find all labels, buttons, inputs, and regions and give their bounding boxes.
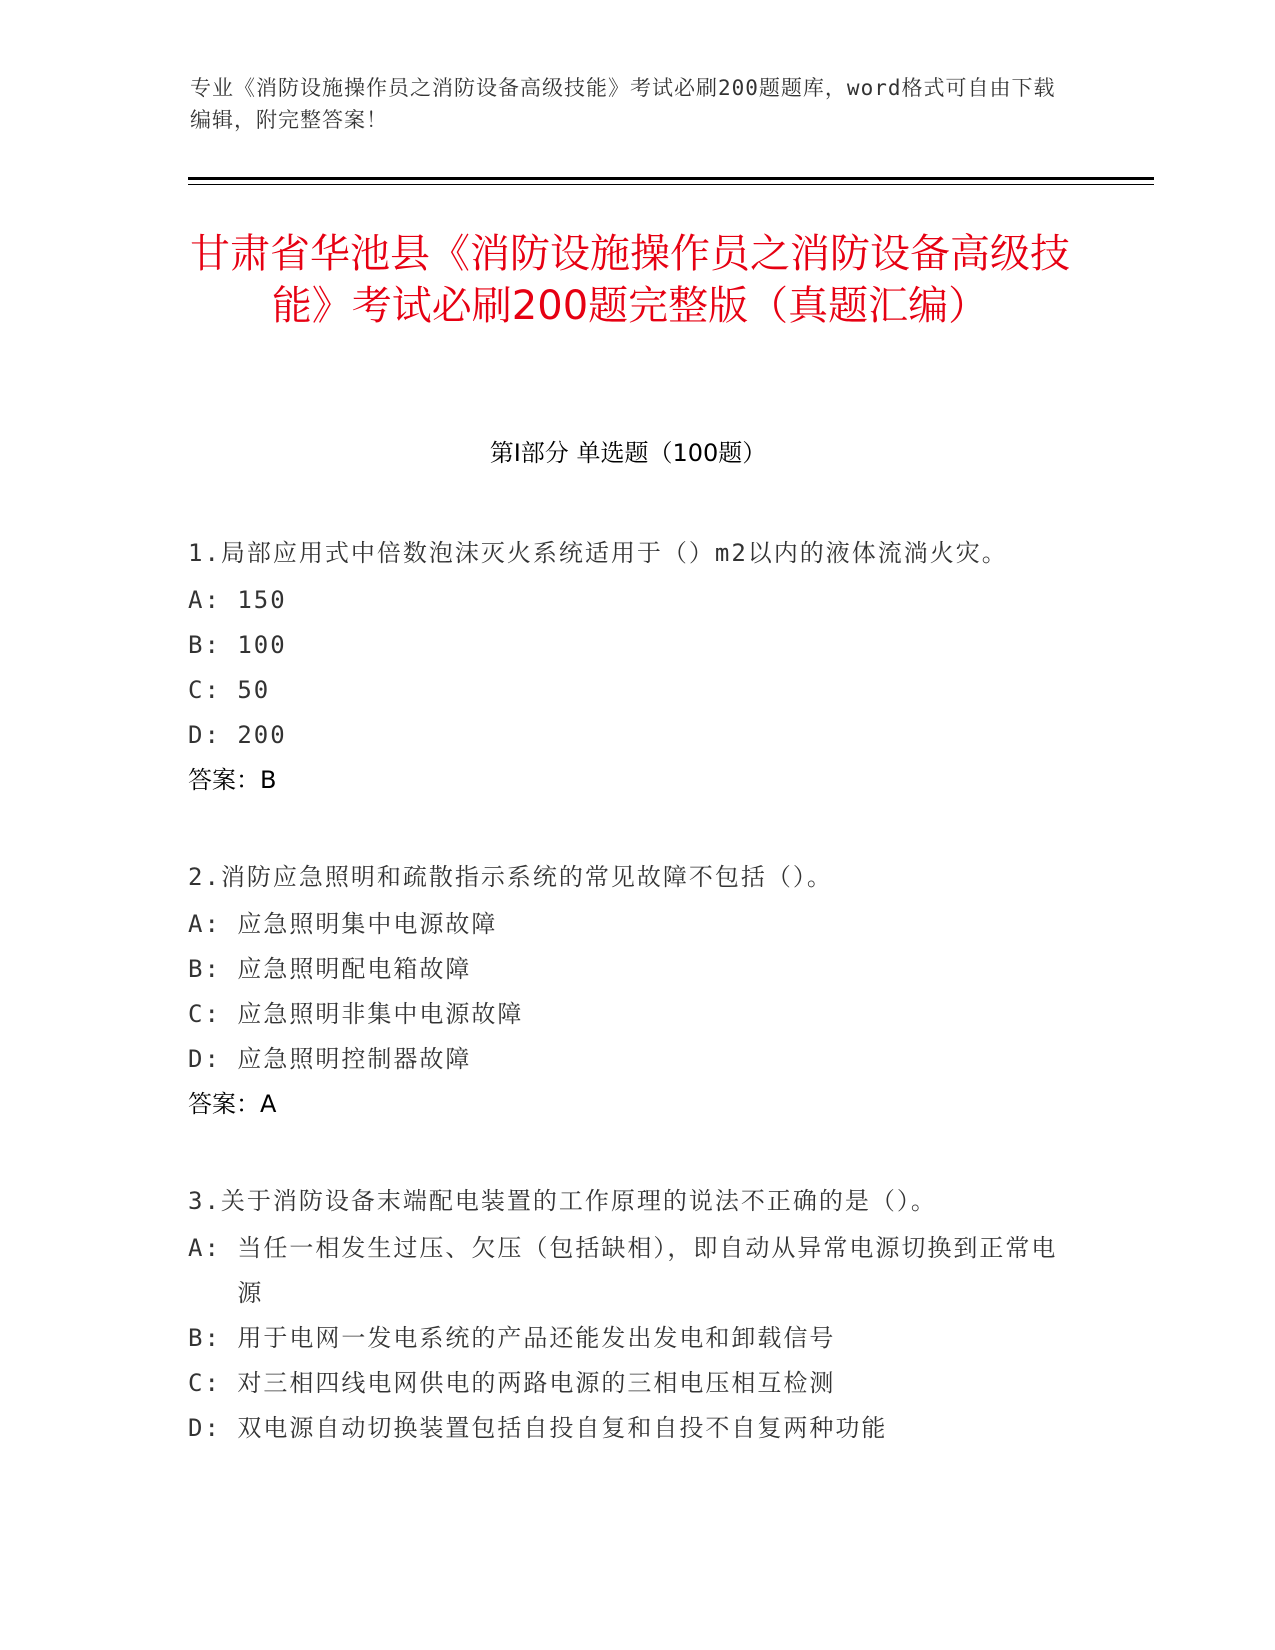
option-text: 50 (237, 676, 271, 704)
section-title: 第I部分 单选题（100题） (489, 439, 767, 467)
document-title: 甘肃省华池县《消防设施操作员之消防设备高级技能》考试必刷200题完整版（真题汇编） (190, 231, 1070, 329)
question-list (188, 528, 1068, 1500)
option-letter: A: (188, 910, 221, 938)
option-a (188, 578, 1068, 623)
option-text: 应急照明集中电源故障 (237, 910, 498, 938)
header-rule-thin (188, 184, 1154, 185)
option-text: 对三相四线电网供电的两路电源的三相电压相互检测 (237, 1369, 836, 1397)
option-letter: D: (188, 1045, 221, 1073)
option-letter: C: (188, 1000, 221, 1028)
option-letter: C: (188, 676, 221, 704)
option-text: 应急照明控制器故障 (237, 1045, 472, 1073)
option-a (188, 1226, 1068, 1316)
option-text: 应急照明配电箱故障 (237, 955, 472, 983)
option-c (188, 668, 1068, 713)
question-item (188, 852, 1068, 1127)
question-stem: 2.消防应急照明和疏散指示系统的常见故障不包括（）。 (188, 863, 833, 891)
option-text: 用于电网一发电系统的产品还能发出发电和卸载信号 (237, 1324, 836, 1352)
question-stem: 3.关于消防设备末端配电装置的工作原理的说法不正确的是（）。 (188, 1187, 937, 1215)
option-c (188, 1361, 1068, 1406)
answer-line: 答案：B (188, 766, 277, 794)
option-b (188, 1316, 1068, 1361)
option-text: 150 (237, 586, 287, 614)
header-note: 专业《消防设施操作员之消防设备高级技能》考试必刷200题题库，word格式可自由下载编辑，附完整答案！ (190, 76, 1056, 132)
option-d (188, 1406, 1068, 1451)
option-b (188, 623, 1068, 668)
question-item (188, 528, 1068, 803)
question-item (188, 1176, 1068, 1451)
option-c (188, 992, 1068, 1037)
answer-line: 答案：A (188, 1090, 277, 1118)
option-letter: B: (188, 955, 221, 983)
option-b (188, 947, 1068, 992)
option-d (188, 1037, 1068, 1082)
option-text: 当任一相发生过压、欠压（包括缺相），即自动从异常电源切换到正常电源 (237, 1234, 1058, 1307)
option-letter: B: (188, 631, 221, 659)
option-text: 双电源自动切换装置包括自投自复和自投不自复两种功能 (237, 1414, 888, 1442)
question-stem: 1.局部应用式中倍数泡沫灭火系统适用于（）m2以内的液体流淌火灾。 (188, 539, 1008, 567)
option-letter: A: (188, 1234, 221, 1262)
option-letter: D: (188, 1414, 221, 1442)
option-letter: C: (188, 1369, 221, 1397)
option-text: 应急照明非集中电源故障 (237, 1000, 524, 1028)
option-letter: B: (188, 1324, 221, 1352)
option-letter: D: (188, 721, 221, 749)
option-a (188, 902, 1068, 947)
option-letter: A: (188, 586, 221, 614)
option-text: 100 (237, 631, 287, 659)
option-text: 200 (237, 721, 287, 749)
header-rule-thick (188, 177, 1154, 180)
option-d (188, 713, 1068, 758)
